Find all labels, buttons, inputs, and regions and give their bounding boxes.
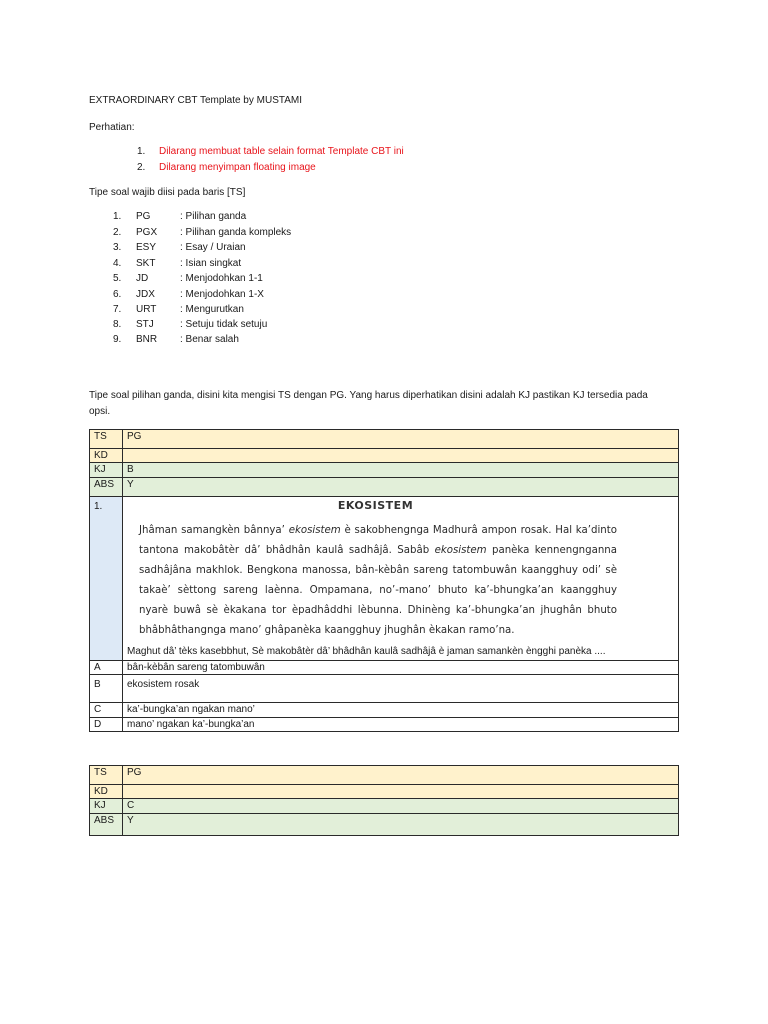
- image-paragraph: Jhâman samangkèn bânnya’ ekosistem è sakobhengnga Madhurâ ampon rosak. Hal ka’dinto tantona makobâtèr dâ’ bhâdhân kaulâ sadhâjâ. Sabâb ekosistem panèka kennengnganna sadhâjâna makhlok. Bengkona manossa, bân-kèbân sareng tatombuwân kaangghuy odi’ sè takaè’ sèttong sareng laènna. Ompamana, no’-mano’ bhuto ka’-bhungka’an kaangghuy nyarè buwâ sè èkakana tor èpadhâddhi lèbunna. Dhinèng ka’-bhungka’an jhughân bhuto bhâbhâthangnga mano’ ghâpanèka kaangghuy jhughân èkakan ramo’na.: [139, 525, 618, 636]
- question-table-1: [89, 429, 679, 732]
- option-label-b: B: [90, 675, 123, 703]
- option-label-a: A: [90, 661, 123, 675]
- document-title: EXTRAORDINARY CBT Template by MUSTAMI: [89, 95, 303, 106]
- option-a[interactable]: bân-kèbân sareng tatombuwân: [123, 661, 679, 675]
- option-b[interactable]: ekosistem rosak: [123, 675, 679, 703]
- option-label-d: D: [90, 718, 123, 732]
- kj-value[interactable]: C: [123, 799, 679, 814]
- question-number: 1.: [90, 497, 123, 661]
- abs-label: ABS: [90, 814, 123, 836]
- kd-label: KD: [90, 449, 123, 463]
- kd-value[interactable]: [123, 449, 679, 463]
- kd-value[interactable]: [123, 785, 679, 799]
- perhatian-label: Perhatian:: [89, 122, 135, 133]
- kj-label: KJ: [90, 799, 123, 814]
- question-table-2: [89, 765, 679, 836]
- question-text: Maghut dâ’ tèks kasebbhut, Sè makobâtèr dâ’ bhâdhân kaulâ sadhâjâ è jaman samankèn èngghi panèka ....: [127, 646, 606, 657]
- abs-label: ABS: [90, 478, 123, 497]
- option-c[interactable]: ka’-bungka’an ngakan mano’: [123, 703, 679, 718]
- image-title: EKOSISTEM: [337, 499, 414, 512]
- question-image: [127, 499, 624, 641]
- ts-label: TS: [90, 766, 123, 785]
- document-page: EXTRAORDINARY CBT Template by MUSTAMI Perhatian: 1. Dilarang membuat table selain format Template CBT ini 2. Dilarang menyimpan floating image Tipe soal wajib diisi pada baris [TS] 1. PG : Pilihan ganda 2. PGX : Pilihan ganda kompleks 3. ESY : Esay / Uraian 4. SKT : Isian singkat 5. JD : Menjodohkan 1-1 6. JDX : Menjodohkan 1-X 7. URT : Mengurutkan 8. STJ : Setuju tidak setuju 9. BNR : Benar salah Tipe soal pilihan ganda, disini kita mengisi TS dengan PG. Yang harus diperhatikan disini adalah KJ pastikan KJ tersedia pada opsi. TS PG KD KJ B ABS Y 1. EKOSISTEM Jhâman samangkèn bânnya’ ekosistem è sakobhengnga Madhurâ ampon rosak. Hal ka’dinto tantona makobâtèr dâ’ bhâdhân kaulâ sadhâjâ. Sabâb ekosistem panèka kennengnganna sadhâjâna makhlok. Bengkona manossa, bân-kèbân sareng tatombuwân kaangghuy odi’ sè takaè’ sèttong sareng laènna. Ompamana, no’-mano’ bhuto ka’-bhungka’an kaangghuy nyarè buwâ sè èkakana tor èpadhâddhi lèbunna. Dhinèng ka’-bhungka’an jhughân bhuto bhâbhâthangnga mano’ ghâpanèka kaangghuy jhughân èkakan ramo’na. Maghut dâ’ tèks kasebbhut, Sè makobâtèr dâ’ bhâdhân kaulâ sadhâjâ è jaman samankèn èngghi panèka .... A bân-kèbân sareng tatombuwân B ekosistem rosak C ka’-bungka’an ngakan mano’ D mano’ ngakan ka’-bungka’an TS PG KD KJ C ABS Y: [0, 0, 768, 1024]
- ts-value[interactable]: PG: [123, 766, 679, 785]
- abs-value[interactable]: Y: [123, 478, 679, 497]
- ts-label: TS: [90, 430, 123, 449]
- kj-label: KJ: [90, 463, 123, 478]
- pg-intro-line1: Tipe soal pilihan ganda, disini kita mengisi TS dengan PG. Yang harus diperhatikan disini adalah KJ pastikan KJ tersedia pada: [89, 390, 648, 401]
- pg-intro-line2: opsi.: [89, 406, 111, 417]
- type-intro: Tipe soal wajib diisi pada baris [TS]: [89, 187, 246, 198]
- abs-value[interactable]: Y: [123, 814, 679, 836]
- option-label-c: C: [90, 703, 123, 718]
- kj-value[interactable]: B: [123, 463, 679, 478]
- kd-label: KD: [90, 785, 123, 799]
- question-cell[interactable]: [123, 497, 679, 661]
- option-d[interactable]: mano’ ngakan ka’-bungka’an: [123, 718, 679, 732]
- ts-value[interactable]: PG: [123, 430, 679, 449]
